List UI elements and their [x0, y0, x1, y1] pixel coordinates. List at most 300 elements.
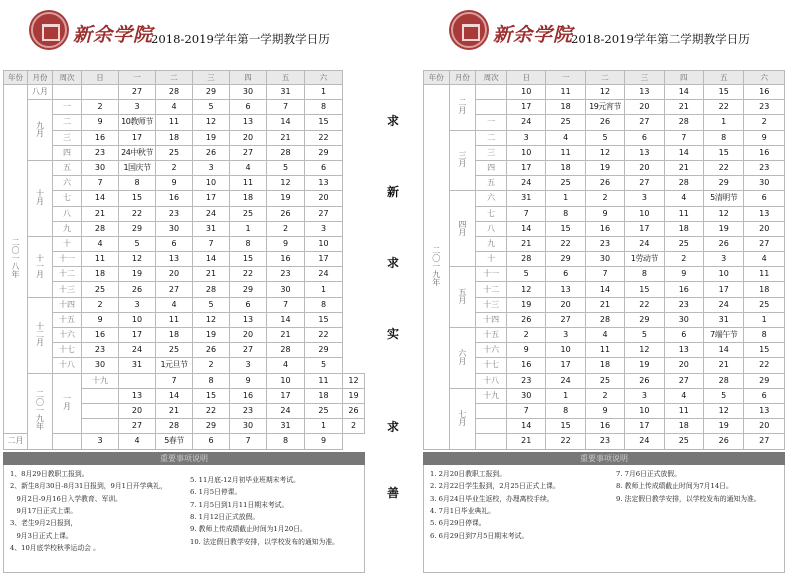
day-cell: 27	[230, 145, 267, 160]
day-cell: 19	[193, 130, 230, 145]
day-cell: 12	[267, 176, 305, 191]
day-cell: 29	[703, 176, 743, 191]
day-cell: 27	[156, 282, 193, 297]
day-cell: 21	[267, 328, 305, 343]
week-row	[4, 176, 365, 191]
day-cell: 19	[267, 191, 305, 206]
day-cell: 19	[507, 297, 546, 312]
day-cell: 29	[744, 373, 785, 388]
day-cell: 25	[744, 297, 785, 312]
day-cell: 14	[267, 312, 305, 327]
day-cell: 11	[230, 176, 267, 191]
day-cell: 15	[119, 191, 156, 206]
day-cell: 26	[119, 282, 156, 297]
note-item: 7. 1月5日到1月11日期末考试。	[190, 500, 289, 509]
note-item: 6. 6月29日到7月5日期末考试。	[430, 531, 529, 540]
day-cell: 23	[744, 100, 785, 115]
day-cell: 20	[156, 267, 193, 282]
week-number-cell: 七	[476, 206, 507, 221]
day-cell: 7	[507, 403, 546, 418]
week-number-cell: 十九	[82, 373, 119, 388]
day-cell: 19	[343, 388, 365, 403]
day-cell: 5清明节	[703, 191, 743, 206]
day-cell: 27	[305, 206, 343, 221]
day-cell: 8	[703, 130, 743, 145]
day-cell: 11	[664, 206, 703, 221]
day-cell: 3	[703, 252, 743, 267]
day-cell: 4	[119, 434, 156, 449]
week-number-cell: 十一	[476, 267, 507, 282]
week-number-cell: 五	[476, 176, 507, 191]
day-cell: 29	[193, 419, 230, 434]
week-number-cell: 十六	[53, 328, 82, 343]
week-number-cell: 十七	[476, 358, 507, 373]
day-cell: 10教师节	[119, 115, 156, 130]
day-cell: 22	[305, 130, 343, 145]
month-cell: 十 一 月	[28, 236, 53, 297]
day-cell: 25	[585, 373, 624, 388]
day-cell: 28	[664, 176, 703, 191]
header-cell: 月份	[449, 71, 476, 85]
day-cell: 24中秋节	[119, 145, 156, 160]
day-cell: 9	[585, 403, 624, 418]
week-row	[424, 267, 785, 282]
day-cell: 27	[119, 85, 156, 100]
day-cell: 16	[82, 328, 119, 343]
day-cell: 31	[703, 312, 743, 327]
day-cell: 11	[82, 252, 119, 267]
day-cell: 29	[305, 343, 343, 358]
week-number-cell: 十三	[476, 297, 507, 312]
header-cell: 周次	[476, 71, 507, 85]
day-cell: 28	[703, 373, 743, 388]
day-cell: 21	[585, 297, 624, 312]
day-cell: 15	[546, 419, 585, 434]
day-cell: 2	[82, 297, 119, 312]
month-cell: 五 月	[449, 267, 476, 328]
header-row	[424, 71, 785, 85]
day-cell: 9	[82, 312, 119, 327]
calendar-table	[3, 70, 365, 450]
note-item: 9月17日正式上课。	[10, 507, 78, 516]
day-cell: 18	[664, 419, 703, 434]
week-row	[424, 191, 785, 206]
day-cell: 16	[82, 130, 119, 145]
day-cell: 4	[546, 130, 585, 145]
note-item: 8. 教师上传成绩截止时间为7月14日。	[616, 482, 733, 491]
day-cell: 2	[267, 221, 305, 236]
day-cell: 22	[744, 358, 785, 373]
day-cell: 30	[664, 312, 703, 327]
day-cell: 12	[703, 403, 743, 418]
day-cell: 5	[119, 236, 156, 251]
header-cell: 一	[546, 71, 585, 85]
day-cell: 26	[267, 206, 305, 221]
week-number-cell: 四	[53, 145, 82, 160]
day-cell: 2	[82, 100, 119, 115]
week-row	[424, 85, 785, 100]
day-cell: 29	[625, 312, 664, 327]
day-cell: 7	[230, 434, 267, 449]
day-cell: 2	[585, 388, 624, 403]
day-cell: 8	[625, 267, 664, 282]
week-row	[4, 191, 365, 206]
day-cell: 3	[546, 328, 585, 343]
day-cell: 1国庆节	[119, 160, 156, 175]
week-row	[4, 206, 365, 221]
day-cell: 1	[703, 115, 743, 130]
note-item: 2. 2月22日学生报到，2月25日正式上课。	[430, 482, 560, 491]
day-cell: 16	[585, 419, 624, 434]
day-cell: 7	[82, 176, 119, 191]
day-cell: 12	[625, 343, 664, 358]
week-row	[424, 434, 785, 449]
day-cell: 18	[546, 100, 585, 115]
day-cell: 30	[230, 419, 267, 434]
day-cell: 3	[230, 358, 267, 373]
day-cell: 4	[664, 388, 703, 403]
day-cell: 24	[703, 297, 743, 312]
notes-title-bar: 重要事项说明	[3, 452, 365, 465]
day-cell: 14	[585, 282, 624, 297]
day-cell: 13	[305, 176, 343, 191]
day-cell: 26	[625, 373, 664, 388]
calendar-header	[423, 8, 785, 60]
day-cell: 6	[230, 297, 267, 312]
day-cell: 16	[585, 221, 624, 236]
day-cell: 3	[305, 221, 343, 236]
week-number-cell: 十	[476, 252, 507, 267]
day-cell: 10	[267, 373, 305, 388]
day-cell: 17	[507, 100, 546, 115]
day-cell: 13	[744, 206, 785, 221]
day-cell: 2	[744, 115, 785, 130]
day-cell: 9	[585, 206, 624, 221]
day-cell: 21	[193, 267, 230, 282]
day-cell: 22	[546, 236, 585, 251]
day-cell: 20	[230, 328, 267, 343]
day-cell: 19	[193, 328, 230, 343]
week-number-cell	[476, 434, 507, 449]
day-cell: 22	[703, 160, 743, 175]
day-cell: 22	[625, 297, 664, 312]
week-number-cell: 十二	[476, 282, 507, 297]
month-cell: 七 月	[449, 388, 476, 449]
header-cell: 年份	[4, 71, 28, 85]
week-row	[4, 160, 365, 175]
month-cell: 四 月	[449, 191, 476, 267]
day-cell: 23	[156, 206, 193, 221]
day-cell: 7	[156, 373, 193, 388]
week-number-cell: 十八	[53, 358, 82, 373]
day-cell: 10	[625, 403, 664, 418]
day-cell: 30	[744, 176, 785, 191]
header-cell: 四	[230, 71, 267, 85]
day-cell: 21	[664, 160, 703, 175]
week-number-cell: 十五	[53, 312, 82, 327]
day-cell: 2	[585, 191, 624, 206]
calendar-header	[3, 8, 365, 60]
day-cell: 28	[156, 419, 193, 434]
month-cell: 二 月	[449, 85, 476, 131]
day-cell: 9	[305, 434, 343, 449]
day-cell: 26	[703, 434, 743, 449]
note-item: 2、新生8月30日-8月31日报到，9月1日开学典礼，	[10, 482, 167, 491]
day-cell: 1	[305, 85, 343, 100]
week-row	[4, 252, 365, 267]
day-cell: 25	[546, 176, 585, 191]
day-cell: 13	[230, 312, 267, 327]
day-cell: 20	[664, 358, 703, 373]
week-row	[4, 343, 365, 358]
day-cell: 23	[507, 373, 546, 388]
day-cell: 13	[156, 252, 193, 267]
day-cell: 17	[546, 358, 585, 373]
note-item: 5. 6月29日停课。	[430, 519, 486, 528]
day-cell: 28	[585, 312, 624, 327]
week-row	[424, 282, 785, 297]
week-number-cell: 十八	[476, 373, 507, 388]
day-cell: 14	[664, 145, 703, 160]
week-number-cell: 一	[53, 100, 82, 115]
header-cell: 三	[193, 71, 230, 85]
day-cell: 20	[230, 130, 267, 145]
week-number-cell: 六	[476, 191, 507, 206]
day-cell: 14	[664, 85, 703, 100]
day-cell: 9	[744, 130, 785, 145]
day-cell: 27	[744, 434, 785, 449]
motto-character: 善	[386, 486, 399, 500]
note-item: 4. 7月1日毕业典礼。	[430, 507, 495, 516]
week-row	[424, 130, 785, 145]
day-cell: 22	[305, 328, 343, 343]
day-cell: 31	[267, 85, 305, 100]
week-row	[424, 297, 785, 312]
notes-left-column	[10, 468, 167, 555]
day-cell: 17	[703, 282, 743, 297]
day-cell: 6	[546, 267, 585, 282]
note-item: 1、8月29日教职工报到。	[10, 469, 89, 478]
day-cell: 25	[664, 236, 703, 251]
notes-left-column	[430, 468, 560, 542]
day-cell: 3	[193, 160, 230, 175]
week-number-cell: 八	[476, 221, 507, 236]
week-row	[4, 373, 365, 388]
day-cell: 23	[82, 145, 119, 160]
note-item: 3、老生9月2日报到，	[10, 519, 78, 528]
day-cell: 24	[193, 206, 230, 221]
day-cell: 11	[305, 373, 343, 388]
day-cell: 24	[625, 434, 664, 449]
month-cell: 二月	[4, 434, 28, 449]
week-number-cell	[82, 419, 119, 434]
day-cell: 18	[744, 282, 785, 297]
day-cell: 15	[625, 282, 664, 297]
day-cell: 30	[156, 221, 193, 236]
day-cell: 20	[119, 403, 156, 418]
day-cell: 2	[507, 328, 546, 343]
week-number-cell: 十五	[476, 328, 507, 343]
day-cell: 19	[625, 358, 664, 373]
day-cell: 18	[664, 221, 703, 236]
note-item: 6. 1月5日停课。	[190, 488, 242, 497]
note-item: 9月3日正式上课。	[10, 531, 73, 540]
week-number-cell: 十	[53, 236, 82, 251]
day-cell: 21	[156, 403, 193, 418]
motto-character: 求	[386, 420, 399, 434]
header-cell: 二	[156, 71, 193, 85]
header-row	[4, 71, 365, 85]
week-row	[424, 403, 785, 418]
note-item: 5. 11月底-12月初毕业班期末考试。	[190, 475, 300, 484]
day-cell: 8	[305, 297, 343, 312]
day-cell: 12	[507, 282, 546, 297]
day-cell: 9	[156, 176, 193, 191]
day-cell: 11	[664, 403, 703, 418]
day-cell: 25	[305, 403, 343, 418]
day-cell: 27	[230, 343, 267, 358]
motto-character: 求	[386, 114, 399, 128]
day-cell: 6	[305, 160, 343, 175]
week-row	[4, 358, 365, 373]
day-cell: 8	[546, 403, 585, 418]
day-cell: 30	[230, 85, 267, 100]
day-cell: 17	[267, 388, 305, 403]
week-number-cell	[53, 434, 82, 449]
day-cell: 15	[230, 252, 267, 267]
notes-box	[423, 465, 785, 573]
day-cell: 31	[507, 191, 546, 206]
day-cell: 5	[193, 100, 230, 115]
month-cell: 一 月	[53, 373, 82, 434]
month-cell: 十 二 月	[28, 297, 53, 373]
day-cell	[82, 85, 119, 100]
day-cell: 24	[625, 236, 664, 251]
day-cell: 11	[546, 85, 585, 100]
day-cell: 26	[193, 145, 230, 160]
day-cell: 22	[230, 267, 267, 282]
week-row	[4, 282, 365, 297]
day-cell: 17	[625, 419, 664, 434]
day-cell: 26	[193, 343, 230, 358]
day-cell: 5	[193, 297, 230, 312]
week-row	[424, 145, 785, 160]
day-cell: 17	[119, 328, 156, 343]
day-cell: 1元旦节	[156, 358, 193, 373]
day-cell: 5	[585, 130, 624, 145]
day-cell: 22	[119, 206, 156, 221]
day-cell: 14	[507, 419, 546, 434]
day-cell: 4	[267, 358, 305, 373]
week-row	[4, 130, 365, 145]
day-cell: 2	[156, 160, 193, 175]
day-cell: 5	[703, 388, 743, 403]
day-cell: 14	[156, 388, 193, 403]
month-cell: 八月	[28, 85, 53, 100]
day-cell: 28	[82, 221, 119, 236]
day-cell: 13	[230, 115, 267, 130]
day-cell: 1	[305, 419, 343, 434]
day-cell: 27	[546, 312, 585, 327]
day-cell: 8	[230, 236, 267, 251]
day-cell: 20	[625, 160, 664, 175]
day-cell: 6	[744, 388, 785, 403]
day-cell: 14	[507, 221, 546, 236]
day-cell: 2	[664, 252, 703, 267]
day-cell: 10	[625, 206, 664, 221]
day-cell: 3	[119, 297, 156, 312]
day-cell: 18	[305, 388, 343, 403]
day-cell: 16	[744, 85, 785, 100]
day-cell: 28	[267, 145, 305, 160]
week-row	[4, 236, 365, 251]
header-cell: 五	[267, 71, 305, 85]
week-row	[4, 267, 365, 282]
notes-title-bar: 重要事项说明	[423, 452, 785, 465]
day-cell: 9	[82, 115, 119, 130]
day-cell: 11	[156, 115, 193, 130]
notes-right-column	[190, 474, 339, 548]
day-cell: 21	[703, 358, 743, 373]
day-cell: 11	[744, 267, 785, 282]
day-cell: 13	[119, 388, 156, 403]
day-cell: 30	[507, 388, 546, 403]
week-number-cell: 十七	[53, 343, 82, 358]
day-cell: 10	[193, 176, 230, 191]
day-cell: 17	[625, 221, 664, 236]
note-item: 9月2日-9月16日入学教育、军训。	[10, 494, 122, 503]
day-cell: 15	[546, 221, 585, 236]
day-cell: 3	[82, 434, 119, 449]
day-cell: 28	[156, 85, 193, 100]
day-cell: 12	[585, 145, 624, 160]
week-number-cell: 十三	[53, 282, 82, 297]
day-cell: 6	[156, 236, 193, 251]
day-cell: 16	[744, 145, 785, 160]
week-number-cell: 三	[53, 130, 82, 145]
day-cell: 15	[305, 115, 343, 130]
day-cell: 23	[585, 434, 624, 449]
day-cell: 2	[343, 419, 365, 434]
day-cell: 8	[119, 176, 156, 191]
week-row	[424, 221, 785, 236]
day-cell: 15	[703, 85, 743, 100]
week-row	[424, 312, 785, 327]
day-cell: 5春节	[156, 434, 193, 449]
week-row	[4, 297, 365, 312]
day-cell: 13	[664, 343, 703, 358]
week-number-cell: 二	[476, 130, 507, 145]
day-cell: 16	[507, 358, 546, 373]
day-cell: 28	[507, 252, 546, 267]
day-cell: 13	[625, 85, 664, 100]
day-cell: 17	[119, 130, 156, 145]
day-cell: 12	[193, 115, 230, 130]
day-cell: 19元宵节	[585, 100, 624, 115]
day-cell: 4	[664, 191, 703, 206]
day-cell: 6	[230, 100, 267, 115]
day-cell: 26	[343, 403, 365, 418]
day-cell: 6	[664, 328, 703, 343]
header-cell: 三	[625, 71, 664, 85]
header-cell: 日	[507, 71, 546, 85]
week-number-cell	[82, 388, 119, 403]
week-row	[424, 100, 785, 115]
day-cell: 21	[664, 100, 703, 115]
day-cell: 17	[507, 160, 546, 175]
header-cell: 六	[305, 71, 343, 85]
day-cell: 14	[82, 191, 119, 206]
